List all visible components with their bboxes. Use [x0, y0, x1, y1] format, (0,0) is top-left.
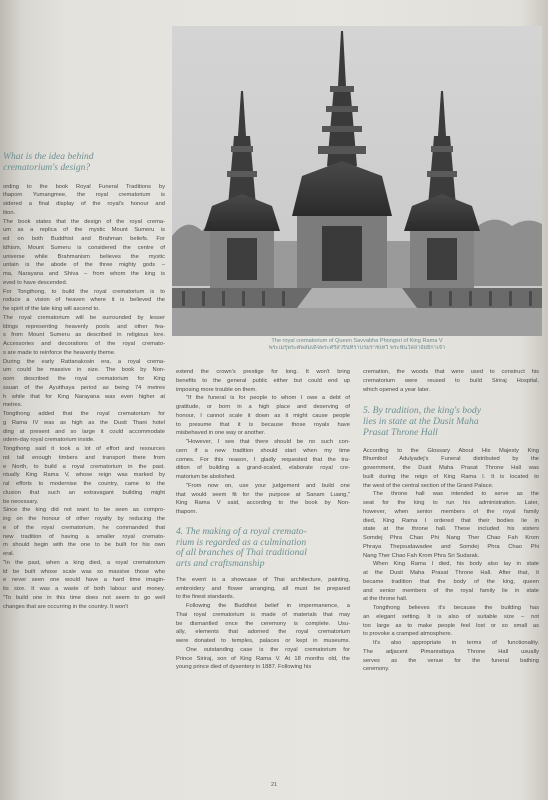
text-line: Tongthong believes it's because the building has [373, 605, 539, 612]
heading-line: Prasat Throne Hall [363, 426, 438, 438]
text-line: untain is the abode of the three mighty gods – [3, 262, 165, 269]
text-line: e of the royal crematorium, he commanded that [3, 524, 165, 531]
text-line: Accessories and decorations of the royal cremato- [3, 341, 165, 348]
left-column-body [3, 183, 165, 612]
text-line: metres. [3, 402, 23, 409]
middle-column [176, 368, 350, 672]
heading-line: of all branches of Thai traditional [176, 547, 307, 559]
text-line: crematorium were reused to build Siriraj Hospital, [363, 377, 539, 384]
text-line: ldings representing heavenly pools and other fea- [3, 323, 165, 330]
text-line: During the early Rattanakosin era, a royal crema- [3, 358, 165, 365]
text-line: built during the reign of King Rama I. It is located to [363, 473, 539, 480]
text-line: ntually King Rama V, whose reign was marked by [3, 472, 165, 479]
text-line: matorium be abolished. [176, 474, 236, 480]
text-line: young prince died of dysentery in 1887. Following his [176, 664, 312, 671]
text-line: be dismantled once the ceremony is complete. Usu- [176, 620, 350, 627]
text-line: um as a replica of the mystic Mount Sumeru is [3, 227, 165, 234]
caption-thai: พระเมรุพระศพสมเด็จพระศรีสวรินทิราบรมราชเทวี พระพันวัสสาอัยยิกาเจ้า [268, 345, 446, 352]
text-line: e never seen one would have a hard time imagin- [3, 577, 165, 584]
middle-column-body-bottom [176, 576, 350, 672]
text-line: Tongthong added that the royal crematorium for [3, 411, 165, 418]
heading-line: 4. The making of a royal cremato- [176, 525, 307, 537]
text-line: m should begin with the one to be built for his own [3, 542, 165, 549]
text-line: he spirit of the late king will ascend to. [3, 306, 100, 313]
text-line: to presume that it is because those royals have [176, 421, 350, 428]
text-line: The royal crematorium will be surrounded by lesser [3, 314, 165, 321]
text-line: "If the funeral is for people to whom I owe a debt of [186, 395, 350, 402]
text-line: g Rama IV was as high as the Dusit Thani hotel [3, 419, 165, 426]
text-line: that would seem fit for the purpose at Sanam Luang," [176, 491, 350, 498]
text-line: h while that for King Narayana was even higher at [3, 393, 165, 400]
text-line: universe while Brahmanism believes the mystic [3, 253, 165, 260]
heading-line: arts and craftsmanship [176, 558, 265, 570]
text-line: "To build one in this time does not seem to go well [3, 594, 165, 601]
heading-line: 5. By tradition, the king's body [363, 405, 481, 417]
text-line: seat for the king to run his administration. Later, [363, 500, 539, 507]
text-line: ral efforts to modernise the country, came to the [3, 481, 165, 488]
text-line: ing on the honour of other royalty by reducing the [3, 516, 165, 523]
text-line: too large as to make people feel lost or so small as [363, 622, 539, 629]
text-line: which opened a year later. [363, 386, 431, 393]
text-line: be necessary. [3, 498, 39, 505]
text-line: honour, I cannot scale it down as it might cause people [176, 412, 350, 419]
text-line: eral. [3, 551, 15, 558]
text-line: "From now on, use your judgement and build one [186, 482, 350, 489]
right-column [363, 368, 539, 674]
text-line: embroidery and flower arranging, all must be prepared [176, 585, 350, 592]
heading-line: lies in state at the Dusit Maha [363, 416, 479, 428]
text-line: new tradition of having a smaller royal cremato- [3, 533, 165, 540]
section-heading-3 [3, 152, 165, 174]
text-line: roduce a vision of heaven where it is believed the [3, 297, 165, 304]
photo-caption [176, 338, 538, 353]
text-line: s from Mount Sumeru as described in religious lore. [3, 332, 165, 339]
text-line: to the finest standards. [176, 594, 235, 601]
section-heading-4 [176, 527, 350, 570]
text-line: For Tongthong, to build the royal crematorium is to [3, 288, 165, 295]
text-line: ording to the book Royal Funeral Traditions by [3, 183, 165, 190]
text-line: benefits to the general public either but could end up [176, 377, 350, 384]
text-line: The event is a showcase of Thai architecture, painting, [176, 576, 350, 583]
text-line: "However, I see that there should be no such con- [186, 439, 350, 445]
text-line: The book states that the design of the royal crema- [3, 218, 165, 225]
text-line: ed on both Buddhist and Brahman beliefs. For [3, 236, 165, 243]
text-line: It's also appropriate in terms of functionality. [373, 640, 539, 647]
text-line: When King Rama I died, his body also lay in state [373, 561, 539, 568]
text-line: ldhism, Mount Sumeru is considered the centre of [3, 244, 165, 251]
text-line: sidered a final display of the royal's honour and [3, 201, 165, 208]
text-line: ding at present and so large it could accommodate [3, 428, 165, 435]
text-line: to provoke a cramped atmosphere. [363, 631, 453, 638]
right-column-body-bottom [363, 447, 539, 675]
section-heading-5 [363, 406, 539, 438]
text-line: ld be built whose scale was so massive those who [3, 568, 165, 575]
text-line: The throne hall was intended to serve as the [373, 491, 539, 498]
text-line: e North, to build a royal crematorium in the past. [3, 463, 165, 470]
text-line: at the Dusit Maha Prasat Throne Hall. After that, it [363, 570, 539, 577]
text-line: were donated to temples, palaces or kept in museums. [176, 638, 350, 645]
text-line: however, when senior members of the royal family [363, 508, 539, 515]
middle-column-body-top [176, 368, 350, 517]
text-line: state at the throne hall. These included his sisters [363, 526, 539, 533]
text-line: nd tall enough timbers and transport there from [3, 454, 165, 461]
text-line: Thai royal crematorium is made of materials that may [176, 611, 350, 618]
text-line: Following the Buddhist belief in impermanence, a [186, 603, 350, 610]
heading-line: crematorium's design? [3, 161, 91, 173]
text-line: "In the past, when a king died, a royal crematorium [3, 559, 165, 566]
text-line: comes. For this reason, I gladly requested that the tra- [176, 456, 350, 463]
text-line: became tradition that the body of the king, queen [363, 578, 539, 585]
text-line: ally, elements that adorned the royal crematorium [176, 629, 350, 636]
heading-line: rium is regarded as a culmination [176, 536, 307, 548]
text-line: at the throne hall. [363, 596, 408, 603]
text-line: its size. It was a waste of both labour and money. [3, 586, 165, 593]
text-line: dition of building a grand-scaled, elaborate royal cre- [176, 465, 350, 472]
text-line: um could be massive in size. The book by Non- [3, 367, 165, 374]
text-line: gratitude, or born in a high place and deserving of [176, 404, 350, 410]
text-line: thaporn Yumangmee, the royal crematorium is [3, 192, 165, 199]
text-line: misbehaved in one way or another. [176, 430, 266, 437]
caption-english: The royal crematorium of Queen Savvabha Phongsri of King Rama V [271, 338, 443, 344]
heading-line: What is the idea behind [3, 151, 94, 162]
crematorium-photo [172, 26, 542, 336]
text-line: extend the crown's prestige for long. It won't bring [176, 369, 350, 375]
crematorium-illustration [172, 26, 542, 336]
text-line: oorn described the royal crematorium for King [3, 376, 165, 383]
text-line: ssuan of the Ayutthaya period as being 74 metres [3, 384, 165, 391]
text-line: and senior members of the royal family lie in state [363, 587, 539, 594]
text-line: the west of the central section of the Grand Palace. [363, 482, 494, 489]
text-line: an elegant setting. It is also of suitable size – not [363, 613, 539, 620]
text-line: According to the Glossary About His Majesty King [363, 447, 539, 454]
text-line: Tongthong said it took a lot of effort and resources [3, 446, 165, 453]
text-line: s are made to reinforce the heavenly theme. [3, 349, 116, 356]
text-line: ma, Narayana and Shiva – from whom the king is [3, 271, 165, 278]
text-line: odern-day royal crematorium inside. [3, 437, 95, 444]
text-line: Nang Ther Chao Fah Krom Phra Sri Sudarak. [363, 552, 480, 559]
text-line: serves as the venue for the funeral bathing [363, 657, 539, 664]
text-line: ition. [3, 209, 16, 216]
text-line: ceremony. [363, 666, 390, 673]
text-line: King Rama V said, according to the book by Non- [176, 500, 350, 507]
text-line: imposing more trouble on them. [176, 386, 257, 393]
text-line: government, the Dusit Maha Prasat Throne Hall was [363, 465, 539, 472]
text-line: changes that are occurring in the country. It won't [3, 603, 129, 610]
text-line: Since the king did not want to be seen as compro- [3, 507, 165, 514]
text-line: cremation, the woods that were used to construct his [363, 369, 539, 375]
text-line: thaporn. [176, 509, 198, 515]
text-line: Phraya Thepsudawadee and Somdej Phra Chao Phi [363, 543, 539, 550]
left-column [3, 152, 165, 611]
text-line: cern if a new tradition should start when my time [176, 447, 350, 454]
text-line: clusion that such an extravagant building might [3, 489, 165, 496]
text-line: The adjacent Pimanrattaya Throne Hall usually [363, 648, 539, 655]
text-line: eved to have descended. [3, 279, 68, 286]
text-line: One outstanding case is the royal crematorium for [186, 646, 350, 653]
page-number: 21 [270, 782, 278, 788]
text-line: Prince Siriraj, son of King Rama V. At 18 months old, the [176, 655, 350, 662]
text-line: Bhumibol Adulyadej's Funeral distributed by the [363, 456, 539, 463]
text-line: Somdej Phra Chao Phi Nang Ther Chao Fah Krom [363, 535, 539, 542]
text-line: died, King Rama I ordered that their bodies lie in [363, 517, 539, 524]
right-column-body-top [363, 368, 539, 394]
